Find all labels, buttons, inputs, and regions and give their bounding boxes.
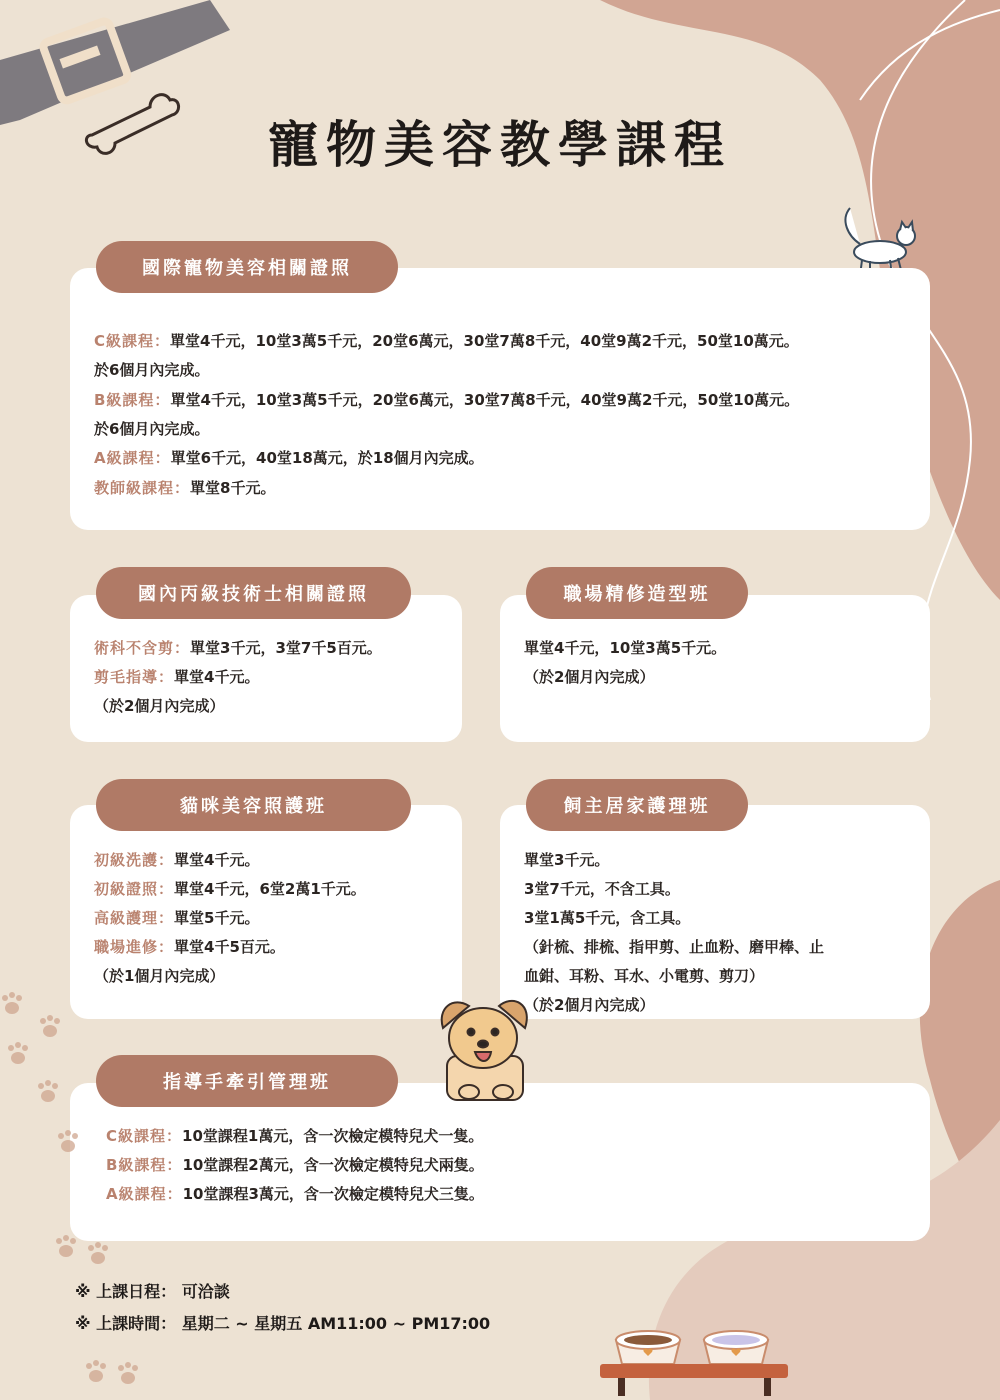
intl-line [94,386,799,415]
cat-line-label: 初級洗護： [94,851,175,869]
workplace-line-text: （於2個月內完成） [524,668,655,686]
intl-line-label: B級課程： [94,390,171,409]
cat-line [94,846,259,875]
handler-line-text: 10堂課程2萬元，含一次檢定模特兒犬兩隻。 [182,1156,484,1174]
intl-line [94,415,209,444]
cat-line-label: 初級證照： [94,880,175,898]
handler-line-label: C級課程： [106,1127,183,1145]
owner-line-text: （針梳、排梳、指甲剪、止血粉、磨甲棒、止 [524,938,825,956]
intl-line-text: 單堂4千元，10堂3萬5千元，20堂6萬元，30堂7萬8千元，40堂9萬2千元，50堂10萬元。 [170,390,800,409]
intl-line-label: C級課程： [94,332,171,350]
cat-line [94,875,366,904]
handler-line [106,1151,484,1180]
domestic-line-text: 單堂4千元。 [174,668,260,686]
intl-line-label: A級課程： [94,449,171,468]
owner-line-text: 3堂7千元，不含工具。 [524,880,680,898]
domestic-line [94,663,259,692]
intl-line-text: 於6個月內完成。 [94,419,210,438]
owner-line [524,991,654,1020]
handler-heading: 指導手牽引管理班 [96,1055,398,1107]
domestic-line-label: 術科不含剪： [94,639,191,657]
intl-line [94,327,799,356]
handler-line-text: 10堂課程1萬元，含一次檢定模特兒犬一隻。 [182,1127,484,1145]
handler-line-label: A級課程： [106,1185,183,1203]
intl-line-text: 單堂4千元，10堂3萬5千元，20堂6萬元，30堂7萬8千元，40堂9萬2千元，50堂10萬元。 [170,332,799,350]
cat-line-text: 單堂4千元，6堂2萬1千元。 [174,880,366,898]
cat-care-heading: 貓咪美容照護班 [96,779,411,831]
time-note: ※ 上課時間： 星期二 ~ 星期五 AM11:00 ~ PM17:00 [75,1314,491,1333]
puppy-icon [433,988,533,1108]
handler-line [106,1180,484,1209]
workplace-line [524,634,726,663]
intl-cert-heading: 國際寵物美容相關證照 [96,241,398,293]
domestic-line-label: 剪毛指導： [94,668,175,686]
cat-line-text: 單堂5千元。 [174,909,260,927]
owner-line [524,904,690,933]
handler-line-text: 10堂課程3萬元，含一次檢定模特兒犬三隻。 [182,1185,484,1203]
domestic-cert-heading: 國內丙級技術士相關證照 [96,567,411,619]
handler-line [106,1122,483,1151]
cat-line-label: 高級護理： [94,909,175,927]
intl-line-text: 單堂6千元，40堂18萬元，於18個月內完成。 [170,449,484,468]
intl-line-text: 於6個月內完成。 [94,361,210,380]
intl-line-label: 教師級課程： [94,478,191,497]
intl-line-text: 單堂8千元。 [190,478,276,497]
cat-line-text: （於1個月內完成） [94,967,225,985]
cat-line [94,962,224,991]
owner-care-heading: 飼主居家護理班 [526,779,748,831]
owner-line [524,846,609,875]
domestic-line [94,634,382,663]
workplace-line [524,663,654,692]
owner-line-text: 3堂1萬5千元，含工具。 [524,909,691,927]
owner-line-text: 單堂3千元。 [524,851,610,869]
page-title: 寵物美容教學課程 [268,116,732,174]
domestic-line-text: 單堂3千元，3堂7千5百元。 [190,639,382,657]
handler-line-label: B級課程： [106,1156,183,1174]
cat-line-text: 單堂4千5百元。 [174,938,285,956]
cat-line-text: 單堂4千元。 [174,851,260,869]
cat-line-label: 職場進修： [94,938,175,956]
food-bowl-icon [598,1306,798,1396]
owner-line [524,933,824,962]
intl-line [94,356,209,385]
domestic-line-text: （於2個月內完成） [94,697,225,715]
intl-line [94,474,275,503]
owner-line-text: 血鉗、耳粉、耳水、小電剪、剪刀） [524,967,765,985]
workplace-line-text: 單堂4千元，10堂3萬5千元。 [524,639,727,657]
intl-line [94,444,484,473]
owner-line [524,962,764,991]
domestic-line [94,692,224,721]
owner-line [524,875,680,904]
workplace-heading: 職場精修造型班 [526,567,748,619]
owner-line-text: （於2個月內完成） [524,996,655,1014]
cat-line [94,933,285,962]
schedule-note: ※ 上課日程： 可洽談 [75,1282,230,1301]
cat-line [94,904,259,933]
